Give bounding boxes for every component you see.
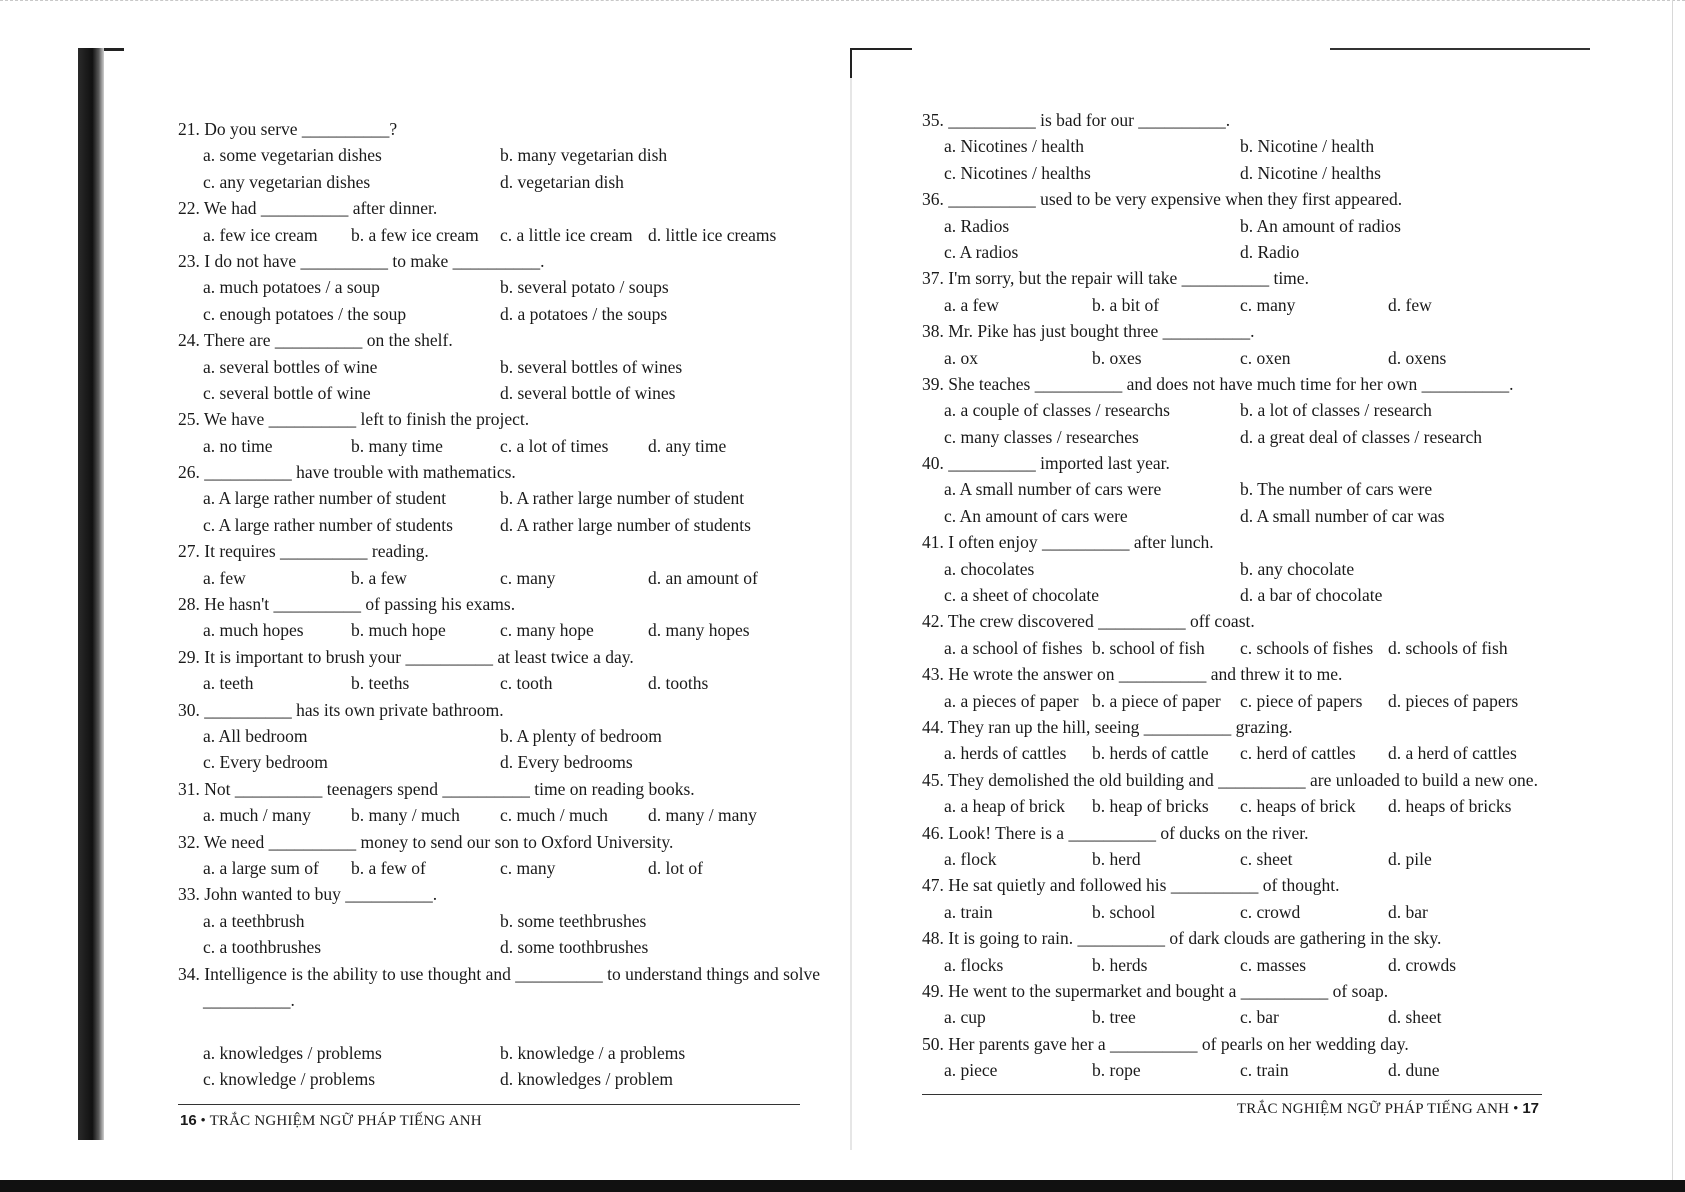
- answer-option-d: d. heaps of bricks: [1388, 796, 1512, 817]
- question-stem-row: [922, 186, 1542, 212]
- answer-options-row: [178, 380, 818, 406]
- question-stem: 23. I do not have __________ to make __________.: [178, 250, 545, 271]
- book-title-right: TRẮC NGHIỆM NGỮ PHÁP TIẾNG ANH •: [1236, 1101, 1519, 1117]
- question-stem-row: [178, 776, 818, 802]
- answer-option-d: d. any time: [648, 435, 727, 456]
- answer-option-a: a. flocks: [944, 954, 1004, 975]
- answer-option-b: b. many / much: [351, 805, 460, 826]
- book-title-left: • TRẮC NGHIỆM NGỮ PHÁP TIẾNG ANH: [200, 1113, 482, 1129]
- answer-option-d: d. little ice creams: [648, 224, 777, 245]
- answer-options-row: [178, 723, 818, 749]
- answer-option-d: d. sheet: [1388, 1007, 1442, 1028]
- question-stem-row: [178, 829, 818, 855]
- answer-option-c: c. many: [500, 567, 556, 588]
- scan-right-edge: [1672, 0, 1673, 1180]
- answer-options-row: [178, 274, 818, 300]
- answer-option-d: d. tooths: [648, 673, 709, 694]
- answer-option-b: b. heap of bricks: [1092, 796, 1209, 817]
- answer-option-d: d. Radio: [1240, 241, 1300, 262]
- answer-option-b: b. A plenty of bedroom: [500, 725, 662, 746]
- answer-option-c: c. several bottle of wine: [203, 382, 371, 403]
- answer-option-c: c. many classes / researches: [944, 426, 1139, 447]
- answer-options-row: [178, 802, 818, 828]
- answer-options-row: [922, 160, 1542, 186]
- answer-option-b: b. Nicotine / health: [1240, 136, 1375, 157]
- question-stem-row: [178, 406, 818, 432]
- answer-option-a: a. ox: [944, 347, 979, 368]
- answer-option-c: c. Nicotines / healths: [944, 162, 1091, 183]
- answer-options-row: [922, 1057, 1542, 1083]
- answer-option-b: b. many vegetarian dish: [500, 145, 668, 166]
- answer-option-c: c. schools of fishes: [1240, 637, 1374, 658]
- question-stem-row: [922, 371, 1542, 397]
- question-stem: 45. They demolished the old building and __________ are unloaded to build a new one.: [922, 769, 1538, 790]
- answer-option-b: b. herd: [1092, 848, 1141, 869]
- answer-option-c: c. An amount of cars were: [944, 505, 1128, 526]
- question-stem-row: [178, 881, 818, 907]
- answer-option-b: b. a piece of paper: [1092, 690, 1221, 711]
- answer-options-row: [922, 899, 1542, 925]
- answer-option-a: a. piece: [944, 1060, 998, 1081]
- answer-option-a: a. a large sum of: [203, 857, 319, 878]
- answer-option-c: c. many hope: [500, 620, 594, 641]
- question-stem-row: [922, 661, 1542, 687]
- answer-option-a: a. Radios: [944, 215, 1010, 236]
- question-stem-row: [178, 591, 818, 617]
- question-stem: 33. John wanted to buy __________.: [178, 884, 438, 905]
- answer-options-row: [922, 239, 1542, 265]
- spine-corner-mark: [104, 48, 124, 51]
- answer-option-a: a. flock: [944, 848, 997, 869]
- right-page-top-rule: [1330, 48, 1590, 50]
- answer-option-d: d. a potatoes / the soups: [500, 303, 668, 324]
- answer-option-c: c. herd of cattles: [1240, 743, 1356, 764]
- answer-option-d: d. crowds: [1388, 954, 1457, 975]
- answer-options-row: [922, 292, 1542, 318]
- answer-option-d: d. a great deal of classes / research: [1240, 426, 1482, 447]
- answer-options-row: [178, 565, 818, 591]
- answer-options-row: [922, 1004, 1542, 1030]
- answer-options-row: [178, 354, 818, 380]
- answer-option-a: a. cup: [944, 1007, 986, 1028]
- question-stem-row: [922, 1031, 1542, 1057]
- answer-option-c: c. many: [500, 857, 556, 878]
- question-stem-row: [922, 925, 1542, 951]
- answer-option-b: b. a bit of: [1092, 294, 1160, 315]
- answer-option-c: c. any vegetarian dishes: [203, 171, 371, 192]
- answer-option-d: d. some toothbrushes: [500, 937, 649, 958]
- answer-options-row: [922, 635, 1542, 661]
- question-stem: 48. It is going to rain. __________ of dark clouds are gathering in the sky.: [922, 928, 1442, 949]
- question-stem-row: [922, 872, 1542, 898]
- question-stem: 29. It is important to brush your __________ at least twice a day.: [178, 646, 634, 667]
- answer-option-c: c. A radios: [944, 241, 1019, 262]
- answer-option-c: c. piece of papers: [1240, 690, 1363, 711]
- answer-options-row: [178, 512, 818, 538]
- question-stem-row: [922, 714, 1542, 740]
- answer-options-row: [178, 1066, 818, 1092]
- answer-option-b: b. school of fish: [1092, 637, 1205, 658]
- answer-option-c: c. bar: [1240, 1007, 1279, 1028]
- answer-option-d: d. bar: [1388, 901, 1428, 922]
- answer-option-c: c. a little ice cream: [500, 224, 633, 245]
- scan-top-edge: [0, 0, 1685, 5]
- answer-option-b: b. school: [1092, 901, 1156, 922]
- answer-option-b: b. An amount of radios: [1240, 215, 1401, 236]
- question-stem: 21. Do you serve __________?: [178, 119, 398, 139]
- answer-options-row: [178, 670, 818, 696]
- question-stem: 46. Look! There is a __________ of ducks on the river.: [922, 822, 1309, 843]
- answer-options-row: [178, 934, 818, 960]
- answer-option-d: d. pieces of papers: [1388, 690, 1519, 711]
- question-stem: 32. We need __________ money to send our son to Oxford University.: [178, 831, 674, 852]
- right-page-corner-mark-vertical: [850, 48, 852, 78]
- answer-options-row: [178, 169, 818, 195]
- question-stem: 25. We have __________ left to finish the project.: [178, 409, 530, 430]
- answer-option-a: a. few ice cream: [203, 224, 318, 245]
- answer-option-c: c. enough potatoes / the soup: [203, 303, 407, 324]
- answer-option-a: a. no time: [203, 435, 273, 456]
- answer-options-row: [178, 301, 818, 327]
- question-stem-row: [178, 697, 818, 723]
- question-stem: 36. __________ used to be very expensive when they first appeared.: [922, 189, 1403, 210]
- answer-option-a: a. herds of cattles: [944, 743, 1067, 764]
- question-stem-row: [178, 459, 818, 485]
- question-stem-row: [922, 450, 1542, 476]
- page-gutter: [850, 60, 852, 1150]
- answer-option-d: d. a bar of chocolate: [1240, 585, 1383, 606]
- answer-options-row: [178, 1040, 818, 1066]
- answer-option-a: a. a couple of classes / researchs: [944, 400, 1170, 421]
- answer-options-row: [178, 485, 818, 511]
- answer-option-b: b. oxes: [1092, 347, 1142, 368]
- answer-options-row: [922, 793, 1542, 819]
- answer-option-a: a. chocolates: [944, 558, 1035, 579]
- answer-options-row: [922, 582, 1542, 608]
- answer-option-a: a. A small number of cars were: [944, 479, 1162, 500]
- answer-option-d: d. schools of fish: [1388, 637, 1508, 658]
- answer-options-row: [922, 846, 1542, 872]
- answer-options-row: [922, 740, 1542, 766]
- question-stem: 37. I'm sorry, but the repair will take __________ time.: [922, 268, 1309, 289]
- question-stem-row: [922, 529, 1542, 555]
- answer-option-b: b. a few of: [351, 857, 426, 878]
- question-stem: 27. It requires __________ reading.: [178, 541, 429, 562]
- answer-option-d: d. a herd of cattles: [1388, 743, 1517, 764]
- answer-options-row: [922, 556, 1542, 582]
- answer-option-c: c. Every bedroom: [203, 752, 328, 773]
- answer-option-d: d. an amount of: [648, 567, 758, 588]
- answer-option-a: a. a teethbrush: [203, 910, 305, 931]
- answer-option-a: a. a school of fishes: [944, 637, 1083, 658]
- answer-option-c: c. crowd: [1240, 901, 1301, 922]
- answer-option-b: b. a few ice cream: [351, 224, 479, 245]
- question-stem-row: [178, 538, 818, 564]
- answer-option-d: d. few: [1388, 294, 1432, 315]
- answer-option-a: a. a heap of brick: [944, 796, 1065, 817]
- answer-options-row: [922, 345, 1542, 371]
- answer-option-a: a. a pieces of paper: [944, 690, 1079, 711]
- right-footer-rule: [922, 1094, 1542, 1095]
- question-stem: 47. He sat quietly and followed his __________ of thought.: [922, 875, 1340, 896]
- question-stem-row: [178, 195, 818, 221]
- answer-option-b: b. herds of cattle: [1092, 743, 1209, 764]
- answer-option-c: c. many: [1240, 294, 1296, 315]
- answer-option-d: d. oxens: [1388, 347, 1447, 368]
- answer-option-c: c. knowledge / problems: [203, 1069, 376, 1090]
- answer-option-a: a. a few: [944, 294, 999, 315]
- answer-options-row: [922, 133, 1542, 159]
- question-stem: 24. There are __________ on the shelf.: [178, 330, 453, 351]
- question-stem: 30. __________ has its own private bathroom.: [178, 699, 504, 720]
- question-stem-row: [178, 327, 818, 353]
- answer-option-c: c. A large rather number of students: [203, 514, 453, 535]
- answer-option-b: b. tree: [1092, 1007, 1136, 1028]
- question-stem: 50. Her parents gave her a __________ of pearls on her wedding day.: [922, 1033, 1409, 1054]
- question-stem-row: [922, 978, 1542, 1004]
- answer-option-a: a. much hopes: [203, 620, 304, 641]
- answer-option-c: c. oxen: [1240, 347, 1291, 368]
- question-stem: 40. __________ imported last year.: [922, 453, 1170, 474]
- answer-option-b: b. much hope: [351, 620, 446, 641]
- answer-option-d: d. many / many: [648, 805, 757, 826]
- answer-option-d: d. Every bedrooms: [500, 752, 633, 773]
- answer-option-b: b. A rather large number of student: [500, 488, 745, 509]
- question-stem-row: [178, 644, 818, 670]
- answer-option-d: d. A small number of car was: [1240, 505, 1445, 526]
- answer-option-b: b. knowledge / a problems: [500, 1042, 686, 1063]
- answer-option-a: a. All bedroom: [203, 725, 308, 746]
- question-stem: 28. He hasn't __________ of passing his exams.: [178, 594, 516, 615]
- answer-options-row: [178, 222, 818, 248]
- answer-option-a: a. few: [203, 567, 246, 588]
- answer-option-c: c. masses: [1240, 954, 1307, 975]
- question-stem-row: [178, 116, 818, 142]
- answer-option-a: a. some vegetarian dishes: [203, 145, 382, 166]
- answer-option-d: d. dune: [1388, 1060, 1440, 1081]
- answer-option-d: d. several bottle of wines: [500, 382, 676, 403]
- answer-option-b: b. herds: [1092, 954, 1148, 975]
- answer-options-row: [178, 749, 818, 775]
- answer-option-d: d. lot of: [648, 857, 703, 878]
- right-page-questions: [922, 107, 1542, 1083]
- answer-option-a: a. teeth: [203, 673, 254, 694]
- answer-options-row: [922, 424, 1542, 450]
- question-stem: 38. Mr. Pike has just bought three __________.: [922, 321, 1255, 342]
- answer-option-a: a. much / many: [203, 805, 311, 826]
- book-spine-shadow: [78, 48, 104, 1140]
- answer-options-row: [178, 908, 818, 934]
- answer-options-row: [178, 433, 818, 459]
- page-number-17: 17: [1522, 1100, 1539, 1117]
- answer-option-a: a. Nicotines / health: [944, 136, 1084, 157]
- left-page-footer: [180, 1112, 482, 1130]
- question-stem-row: [922, 608, 1542, 634]
- question-stem-row: [922, 820, 1542, 846]
- answer-option-c: c. heaps of brick: [1240, 796, 1356, 817]
- answer-options-row: [178, 142, 818, 168]
- answer-options-row: [922, 688, 1542, 714]
- question-stem: 49. He went to the supermarket and bought a __________ of soap.: [922, 980, 1389, 1001]
- answer-option-c: c. a sheet of chocolate: [944, 585, 1099, 606]
- answer-option-d: d. pile: [1388, 848, 1432, 869]
- right-page-corner-mark: [850, 48, 912, 50]
- left-footer-rule: [178, 1104, 800, 1105]
- answer-option-a: a. much potatoes / a soup: [203, 277, 380, 298]
- question-stem-row: [922, 767, 1542, 793]
- answer-option-c: c. much / much: [500, 805, 608, 826]
- answer-options-row: [178, 855, 818, 881]
- answer-option-d: d. many hopes: [648, 620, 750, 641]
- answer-option-a: a. A large rather number of student: [203, 488, 447, 509]
- question-continuation: __________.: [203, 989, 295, 1010]
- question-stem: 31. Not __________ teenagers spend __________ time on reading books.: [178, 778, 695, 799]
- answer-options-row: [922, 476, 1542, 502]
- right-page-footer: [1237, 1100, 1539, 1118]
- question-stem: 43. He wrote the answer on __________ and threw it to me.: [922, 664, 1343, 685]
- answer-option-b: b. some teethbrushes: [500, 910, 647, 931]
- question-stem: 44. They ran up the hill, seeing __________ grazing.: [922, 716, 1293, 737]
- answer-option-b: b. any chocolate: [1240, 558, 1355, 579]
- question-stem-row: [178, 961, 821, 987]
- answer-options-row: [922, 952, 1542, 978]
- answer-options-row: [922, 213, 1542, 239]
- answer-options-row: [178, 617, 818, 643]
- answer-option-c: c. a lot of times: [500, 435, 609, 456]
- question-stem: 39. She teaches __________ and does not have much time for her own __________.: [922, 373, 1514, 394]
- answer-option-d: d. Nicotine / healths: [1240, 162, 1381, 183]
- answer-option-c: c. sheet: [1240, 848, 1293, 869]
- answer-option-c: c. a toothbrushes: [203, 937, 322, 958]
- answer-option-b: b. a few: [351, 567, 407, 588]
- answer-option-b: b. a lot of classes / research: [1240, 400, 1432, 421]
- question-stem-row: [922, 318, 1542, 344]
- question-stem-row: [178, 248, 818, 274]
- question-stem-row: [922, 265, 1542, 291]
- answer-option-b: b. rope: [1092, 1060, 1141, 1081]
- question-stem: 26. __________ have trouble with mathematics.: [178, 462, 516, 483]
- answer-option-c: c. train: [1240, 1060, 1289, 1081]
- left-page-questions: [178, 116, 821, 1092]
- page-number-16: 16: [180, 1112, 197, 1129]
- answer-option-b: b. teeths: [351, 673, 410, 694]
- question-stem: 41. I often enjoy __________ after lunch.: [922, 532, 1214, 553]
- answer-option-d: d. knowledges / problem: [500, 1069, 674, 1090]
- answer-option-a: a. several bottles of wine: [203, 356, 378, 377]
- answer-option-b: b. many time: [351, 435, 443, 456]
- scan-bottom-edge: [0, 1180, 1685, 1192]
- question-stem: 22. We had __________ after dinner.: [178, 198, 438, 219]
- answer-option-a: a. knowledges / problems: [203, 1042, 382, 1063]
- answer-option-b: b. The number of cars were: [1240, 479, 1433, 500]
- answer-option-c: c. tooth: [500, 673, 553, 694]
- answer-option-b: b. several potato / soups: [500, 277, 669, 298]
- question-stem: 35. __________ is bad for our __________.: [922, 110, 1231, 130]
- question-stem-row: [922, 107, 1542, 133]
- question-spacer: [178, 1013, 818, 1039]
- question-stem: 42. The crew discovered __________ off coast.: [922, 611, 1255, 632]
- answer-option-b: b. several bottles of wines: [500, 356, 683, 377]
- question-continuation-row: [178, 987, 818, 1013]
- question-stem: 34. Intelligence is the ability to use thought and __________ to understand things and solve: [178, 963, 821, 984]
- answer-option-d: d. A rather large number of students: [500, 514, 751, 535]
- answer-option-d: d. vegetarian dish: [500, 171, 624, 192]
- answer-options-row: [922, 503, 1542, 529]
- answer-options-row: [922, 397, 1542, 423]
- answer-option-a: a. train: [944, 901, 993, 922]
